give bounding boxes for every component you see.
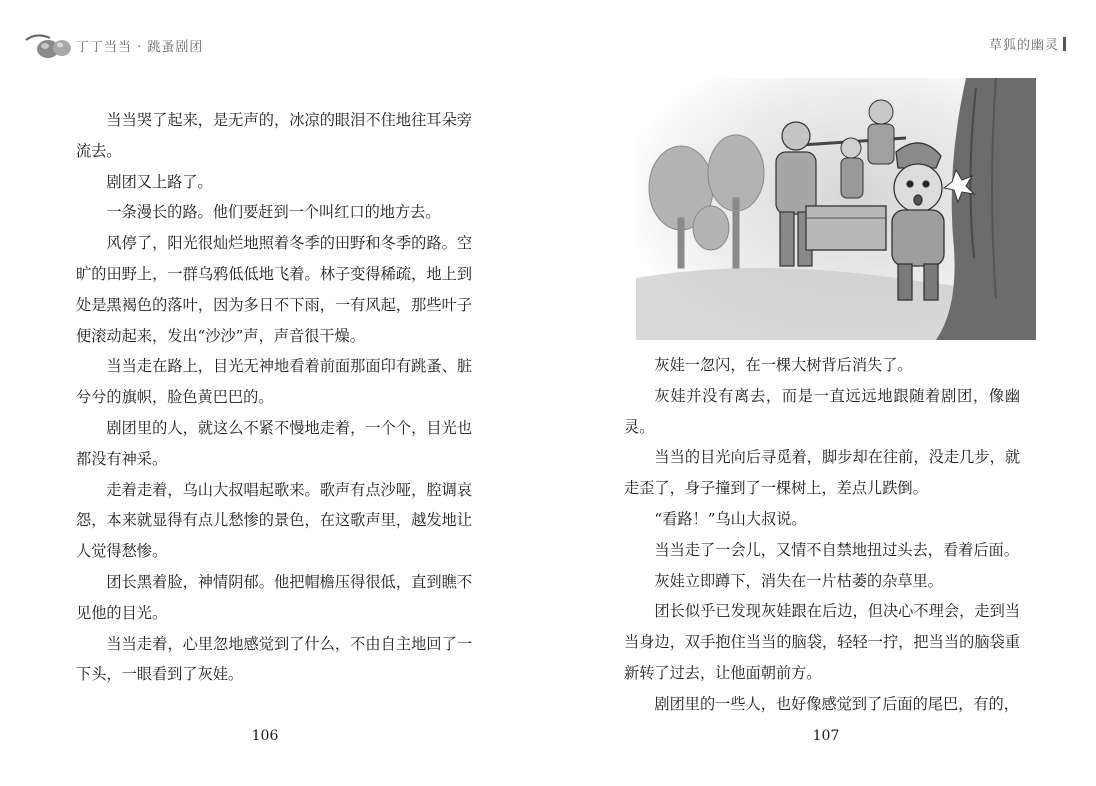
- paragraph: 走着走着，乌山大叔唱起歌来。歌声有点沙哑，腔调哀怨，本来就显得有点儿愁惨的景色，在这歌声里，越发地让人觉得愁惨。: [76, 480, 472, 561]
- right-page: [548, 0, 1096, 786]
- troupe-walking-illustration: [636, 78, 1036, 340]
- paragraph: 当当走了一会儿，又情不自禁地扭过头去，看着后面。: [654, 540, 1019, 559]
- chapter-title: 草狐的幽灵: [988, 38, 1059, 53]
- paragraph: 一条漫长的路。他们要赶到一个叫红口的地方去。: [106, 203, 441, 222]
- paragraph: 剧团又上路了。: [106, 172, 213, 191]
- running-header-left: [24, 28, 203, 62]
- paragraph: 当当哭了起来，是无声的，冰凉的眼泪不住地往耳朵旁流去。: [76, 111, 472, 160]
- gourd-logo-icon: [24, 28, 76, 62]
- paragraph: 当当的目光向后寻觅着，脚步却在往前，没走几步，就走歪了，身子撞到了一棵树上，差点儿跌倒。: [624, 448, 1020, 498]
- left-body-text: [76, 105, 472, 690]
- page-number: 106: [251, 728, 279, 744]
- paragraph: 灰娃一忽闪，在一棵大树背后消失了。: [654, 356, 913, 374]
- paragraph: 当当走着，心里忽地感觉到了什么，不由自主地回了一下头，一眼看到了灰娃。: [76, 634, 472, 684]
- running-header-right: [989, 34, 1066, 53]
- paragraph: “看路！”乌山大叔说。: [654, 509, 807, 528]
- paragraph: 当当走在路上，目光无神地看着前面那面印有跳蚤、脏兮兮的旗帜，脸色黄巴巴的。: [76, 357, 472, 407]
- paragraph: 剧团里的一些人，也好像感觉到了后面的尾巴，有的，: [654, 694, 1019, 713]
- header-bar-mark: [1063, 37, 1066, 51]
- right-body-text: [624, 350, 1020, 720]
- paragraph: 灰娃立即蹲下，消失在一片枯萎的杂草里。: [654, 571, 943, 590]
- paragraph: 风停了，阳光很灿烂地照着冬季的田野和冬季的路。空旷的田野上，一群乌鸦低低地飞着。林子变得稀疏，地上到处是黑褐色的落叶，因为多日不下雨，一有风起，那些叶子便滚动起来，发出“沙沙”声，声音很干燥。: [76, 234, 472, 345]
- paragraph: 团长黑着脸，神情阴郁。他把帽檐压得很低，直到瞧不见他的目光。: [76, 572, 472, 622]
- paragraph: 团长似乎已发现灰娃跟在后边，但决心不理会，走到当当身边，双手抱住当当的脑袋，轻轻一拧，把当当的脑袋重新转了过去，让他面朝前方。: [624, 602, 1020, 682]
- page-number: 107: [812, 728, 840, 744]
- paragraph: 剧团里的人，就这么不紧不慢地走着，一个个，目光也都没有神采。: [76, 418, 472, 468]
- paragraph: 灰娃并没有离去，而是一直远远地跟随着剧团，像幽灵。: [624, 386, 1020, 436]
- book-series-title: 丁丁当当 · 跳蚤剧团: [76, 39, 204, 55]
